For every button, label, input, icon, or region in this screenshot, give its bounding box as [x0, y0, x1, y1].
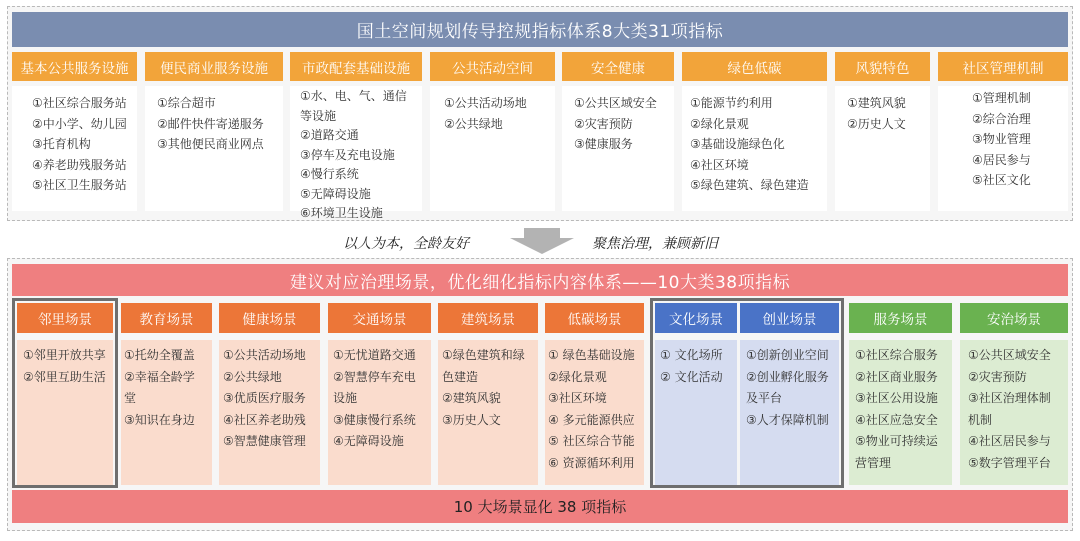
list-item: ②创业孵化服务: [746, 369, 829, 384]
scene-header: 安治场景: [960, 303, 1068, 333]
list-item: ④社区应急安全: [855, 412, 938, 427]
list-item: ④养老助残服务站: [32, 157, 127, 172]
list-item: ① 绿色基础设施: [548, 348, 635, 362]
top-category-body: [682, 86, 827, 211]
list-item: ①管理机制: [972, 91, 1031, 105]
scene-header: 邻里场景: [17, 303, 113, 333]
list-item: ④居民参与: [972, 152, 1031, 167]
top-category-safety-health: [562, 52, 674, 211]
list-item: ①无忧道路交通: [333, 348, 416, 362]
scene-health: [219, 303, 320, 485]
top-category-body: [290, 86, 422, 220]
list-item: ②建筑风貌: [442, 391, 501, 405]
scene-header: 交通场景: [328, 303, 431, 333]
scene-body: [849, 340, 952, 485]
list-item: ②绿化景观: [690, 116, 749, 131]
list-item: ⑤ 社区综合节能: [548, 434, 635, 448]
scene-transport: [328, 303, 431, 485]
scene-header: 建筑场景: [438, 303, 538, 333]
top-category-header: 市政配套基础设施: [290, 52, 422, 81]
list-item: ①能源节约利用: [690, 96, 773, 110]
list-item: ③社区环境: [548, 391, 607, 405]
list-item: ①托幼全覆盖: [124, 348, 195, 362]
top-category-public-space: [430, 52, 555, 211]
list-item: 设施: [333, 391, 358, 405]
list-item: ①建筑风貌: [847, 96, 906, 110]
list-item: 色建造: [442, 369, 479, 384]
list-item: ⑤智慧健康管理: [223, 434, 306, 448]
list-item: ②公共绿地: [223, 369, 282, 384]
list-item: ⑤数字管理平台: [968, 455, 1051, 470]
top-category-header: 社区管理机制: [938, 52, 1068, 81]
down-arrow-icon: [506, 226, 578, 256]
list-item: ①公共活动场地: [444, 96, 527, 110]
top-category-header: 公共活动空间: [430, 52, 555, 81]
list-item: ⑤绿色建筑、绿色建造: [690, 178, 809, 192]
list-item: ③其他便民商业网点: [157, 137, 264, 151]
top-category-header: 安全健康: [562, 52, 674, 81]
list-item: 营管理: [855, 455, 892, 470]
list-item: ④ 多元能源供应: [548, 412, 635, 427]
list-item: ②幸福全龄学堂: [124, 369, 195, 405]
list-item: ③社区公用设施: [855, 391, 938, 405]
scene-body: [740, 340, 839, 485]
scene-body: [17, 340, 113, 485]
list-item: ③社区治理体制: [968, 391, 1051, 405]
list-item: ① 文化场所: [660, 348, 723, 362]
list-item: ②灾害预防: [968, 369, 1027, 384]
list-item: ⑤社区文化: [972, 173, 1031, 187]
scene-body: [960, 340, 1068, 485]
scene-service: [849, 303, 952, 485]
top-category-header: 风貌特色: [835, 52, 930, 81]
list-item: ①社区综合服务站: [32, 96, 127, 110]
scene-header: 教育场景: [121, 303, 212, 333]
list-item: ①公共区域安全: [968, 348, 1051, 362]
list-item: ④社区养老助残: [223, 412, 306, 427]
list-item: ③物业管理: [972, 132, 1031, 146]
list-item: ①创新创业空间: [746, 348, 829, 362]
list-item: ④社区环境: [690, 157, 749, 172]
scene-body: [438, 340, 538, 485]
list-item: ③托育机构: [32, 137, 91, 151]
list-item: ③健康服务: [574, 137, 633, 151]
list-item: ⑤无障碍设施: [300, 186, 371, 201]
top-category-style: [835, 52, 930, 211]
list-item: ②智慧停车充电: [333, 369, 416, 384]
list-item: ②邮件快件寄递服务: [157, 116, 264, 131]
scene-low-carbon: [545, 303, 644, 485]
list-item: ③历史人文: [442, 412, 501, 427]
top-category-green-low-carbon: [682, 52, 827, 211]
top-category-community-management: [938, 52, 1068, 211]
list-item: 及平台: [746, 391, 783, 405]
list-item: ①公共活动场地: [223, 348, 306, 362]
list-item: ③人才保障机制: [746, 412, 829, 427]
top-category-body: [562, 86, 674, 211]
list-item: ②灾害预防: [574, 116, 633, 131]
top-category-commerce: [145, 52, 283, 211]
list-item: ③知识在身边: [124, 412, 195, 427]
list-item: ③停车及充电设施: [300, 147, 395, 162]
list-item: ③优质医疗服务: [223, 391, 306, 405]
bottom-footer: 10 大场景显化 38 项指标: [12, 490, 1068, 523]
list-item: ⑤社区卫生服务站: [32, 178, 127, 192]
scene-body: [545, 340, 644, 485]
top-category-body: [835, 86, 930, 211]
top-category-body: [430, 86, 555, 211]
list-item: ③健康慢行系统: [333, 412, 416, 427]
list-item: ①社区综合服务: [855, 348, 938, 362]
top-category-body: [12, 86, 137, 211]
bottom-title: 建议对应治理场景，优化细化指标内容体系——10大类38项指标: [12, 264, 1068, 296]
list-item: ②绿化景观: [548, 369, 607, 384]
list-item: 机制: [968, 412, 993, 427]
top-category-body: [145, 86, 283, 211]
top-category-header: 基本公共服务设施: [12, 52, 137, 81]
list-item: ②社区商业服务: [855, 369, 938, 384]
scene-header: 创业场景: [740, 303, 839, 333]
list-item: ②历史人文: [847, 116, 906, 131]
list-item: ②中小学、幼儿园: [32, 116, 127, 131]
transition-right-text: 聚焦治理，兼顾新旧: [592, 236, 718, 252]
list-item: ⑥环境卫生设施: [300, 206, 383, 220]
scene-header: 低碳场景: [545, 303, 644, 333]
list-item: ①公共区域安全: [574, 96, 657, 110]
scene-neighborhood: [17, 303, 113, 485]
list-item: ⑥ 资源循环利用: [548, 455, 635, 470]
scene-body: [121, 340, 212, 485]
top-category-header: 便民商业服务设施: [145, 52, 283, 81]
list-item: ② 文化活动: [660, 369, 723, 384]
list-item: ②综合治理: [972, 111, 1031, 126]
list-item: ③基础设施绿色化: [690, 137, 785, 151]
scene-header: 文化场景: [655, 303, 737, 333]
list-item: ①综合超市: [157, 96, 216, 110]
scene-culture: [655, 303, 737, 485]
list-item: ④无障碍设施: [333, 434, 404, 448]
top-category-header: 绿色低碳: [682, 52, 827, 81]
top-category-body: [938, 86, 1068, 211]
list-item: ②邻里互助生活: [23, 369, 106, 384]
list-item: ①绿色建筑和绿: [442, 348, 525, 362]
top-category-public-service: [12, 52, 137, 211]
scene-education: [121, 303, 212, 485]
scene-header: 健康场景: [219, 303, 320, 333]
list-item: ②道路交通: [300, 128, 359, 142]
scene-header: 服务场景: [849, 303, 952, 333]
scene-body: [655, 340, 737, 485]
list-item: ①水、电、气、通信等设施: [300, 89, 407, 123]
transition-left-text: 以人为本，全龄友好: [343, 236, 469, 252]
list-item: ④社区居民参与: [968, 434, 1051, 448]
list-item: ④慢行系统: [300, 167, 359, 181]
scene-body: [219, 340, 320, 485]
list-item: ②公共绿地: [444, 116, 503, 131]
top-category-municipal: [290, 52, 422, 220]
scene-entrepreneurship: [740, 303, 839, 485]
list-item: ①邻里开放共享: [23, 348, 106, 362]
scene-building: [438, 303, 538, 485]
top-title: 国土空间规划传导控规指标体系8大类31项指标: [12, 12, 1068, 47]
scene-body: [328, 340, 431, 485]
scene-security-governance: [960, 303, 1068, 485]
list-item: ⑤物业可持续运: [855, 434, 938, 448]
